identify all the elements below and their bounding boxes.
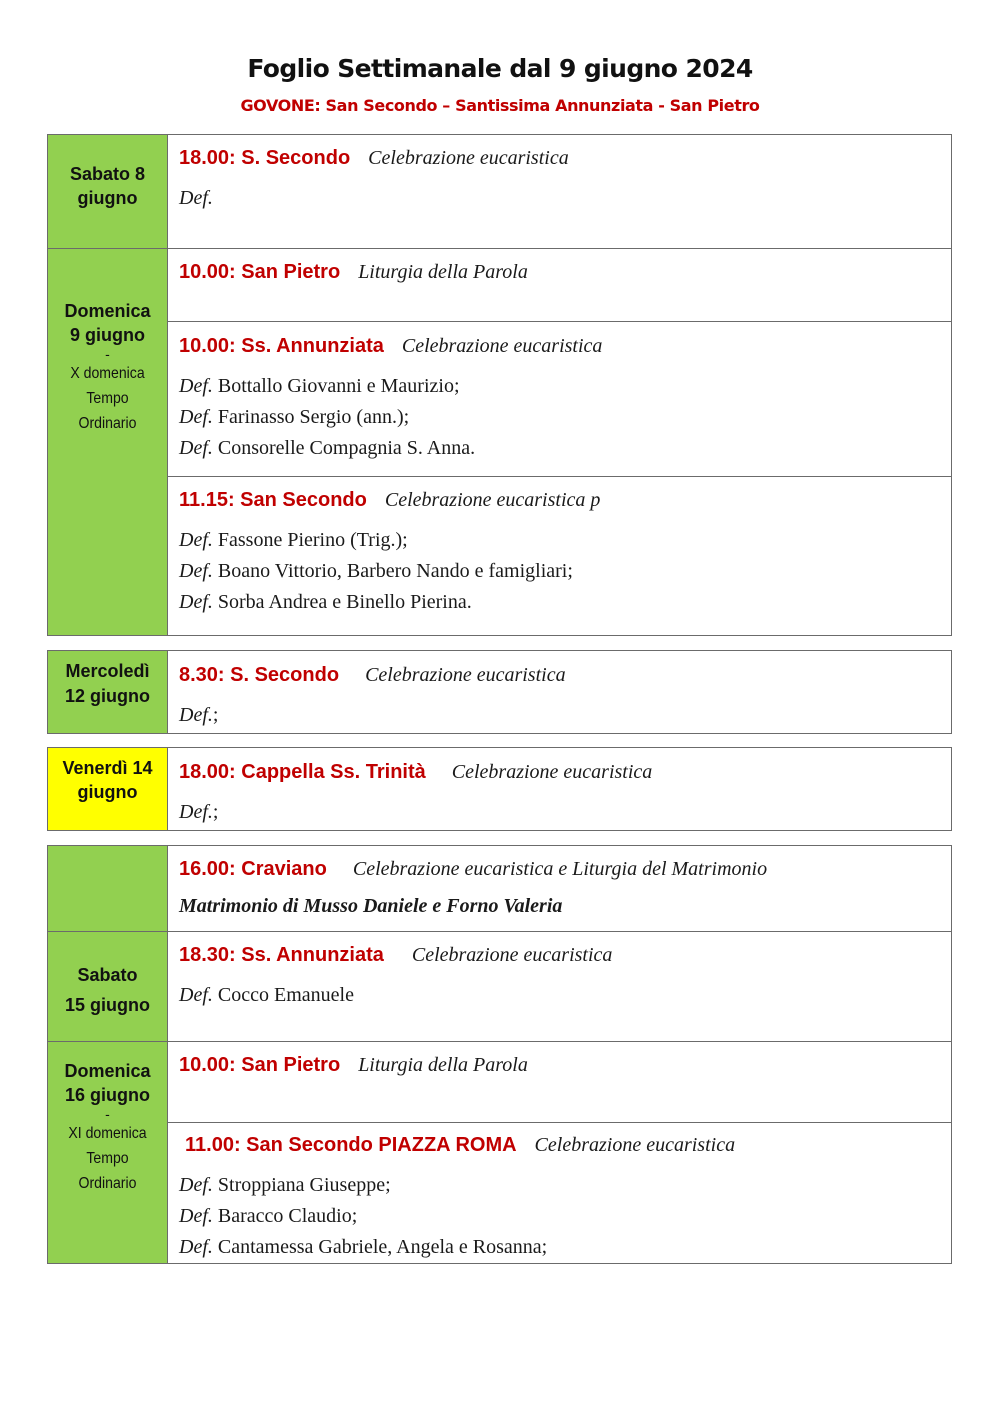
event-time-place: 11.15: San Secondo <box>179 489 367 511</box>
event-type: Celebrazione eucaristica e Liturgia del Matrimonio <box>352 858 768 880</box>
intention-line: Def. <box>179 187 213 209</box>
table-row <box>48 932 952 1042</box>
event-time-place: 11.00: San Secondo PIAZZA ROMA <box>185 1134 517 1156</box>
schedule-table-weekend-2 <box>47 845 952 1264</box>
liturgy-label: Tempo <box>86 1150 129 1167</box>
intention-line: Def. Bottallo Giovanni e Maurizio; <box>179 375 460 397</box>
day-cell-sabato-15 <box>48 932 168 1042</box>
event-time-place: 10.00: Ss. Annunziata <box>179 335 384 357</box>
intention-line: Def. Boano Vittorio, Barbero Nando e famigliari; <box>179 560 573 582</box>
event-type: Liturgia della Parola <box>358 1054 528 1076</box>
day-separator: - <box>105 345 110 362</box>
day-label: 12 giugno <box>65 686 150 706</box>
day-cell-venerdi-14 <box>48 748 168 831</box>
event-type: Celebrazione eucaristica <box>365 664 566 686</box>
schedule-table-weekend-1 <box>47 134 952 636</box>
intention-line: Def.; <box>179 801 219 823</box>
event-cell <box>168 932 952 1042</box>
table-row <box>48 1123 952 1264</box>
day-label: giugno <box>77 187 138 208</box>
intention-line: Def. Farinasso Sergio (ann.); <box>179 406 410 428</box>
page-title: Foglio Settimanale dal 9 giugno 2024 <box>247 54 753 83</box>
event-time-place: 18.00: S. Secondo <box>179 147 351 169</box>
town-name: GOVONE <box>240 96 315 115</box>
schedule-table-wednesday <box>47 650 952 734</box>
event-cell <box>168 846 952 932</box>
intention-line: Def. Cantamessa Gabriele, Angela e Rosanna; <box>179 1236 548 1258</box>
parish-subtitle <box>0 96 1000 115</box>
event-cell <box>168 322 952 477</box>
event-type: Celebrazione eucaristica <box>451 761 653 783</box>
table-row <box>48 748 952 831</box>
event-type: Celebrazione eucaristica <box>534 1134 736 1156</box>
day-label: 16 giugno <box>65 1085 150 1105</box>
day-label: Venerdì 14 <box>62 758 153 778</box>
event-cell <box>168 1042 952 1123</box>
event-time-place: 10.00: San Pietro <box>179 1054 341 1076</box>
day-cell-empty <box>48 846 168 932</box>
churches-list: : San Secondo – Santissima Annunziata - San Pietro <box>314 96 760 115</box>
day-cell-mercoledi-12 <box>48 651 168 734</box>
liturgy-label: Tempo <box>86 389 129 407</box>
event-cell <box>168 748 952 831</box>
schedule-table-friday <box>47 747 952 831</box>
intention-line: Def. Sorba Andrea e Binello Pierina. <box>179 591 472 613</box>
event-time-place: 10.00: San Pietro <box>179 261 341 283</box>
event-type: Liturgia della Parola <box>358 261 528 283</box>
day-cell-domenica-9 <box>48 249 168 636</box>
table-row <box>48 651 952 734</box>
table-row <box>48 322 952 477</box>
day-label: giugno <box>77 782 138 802</box>
event-time-place: 18.00: Cappella Ss. Trinità <box>179 761 426 783</box>
wedding-note: Matrimonio di Musso Daniele e Forno Valeria <box>179 895 563 917</box>
table-row <box>48 249 952 322</box>
event-type: Celebrazione eucaristica <box>411 944 613 966</box>
table-row <box>48 135 952 249</box>
event-cell <box>168 651 952 734</box>
table-row <box>48 846 952 932</box>
event-cell <box>168 249 952 322</box>
liturgy-label: X domenica <box>70 364 145 382</box>
liturgy-label: Ordinario <box>78 414 137 432</box>
table-row <box>48 1042 952 1123</box>
day-label: 15 giugno <box>65 994 150 1015</box>
day-cell-domenica-16 <box>48 1042 168 1264</box>
table-row <box>48 477 952 636</box>
event-time-place: 18.30: Ss. Annunziata <box>179 944 384 966</box>
event-cell <box>168 135 952 249</box>
event-type: Celebrazione eucaristica <box>401 335 603 357</box>
event-type: Celebrazione eucaristica <box>368 147 569 169</box>
intention-line: Def. Fassone Pierino (Trig.); <box>179 529 408 551</box>
intention-line: Def. Baracco Claudio; <box>179 1205 358 1227</box>
day-label: Sabato <box>77 964 138 985</box>
liturgy-label: XI domenica <box>68 1125 147 1142</box>
event-cell <box>168 477 952 636</box>
intention-line: Def. Consorelle Compagnia S. Anna. <box>179 437 476 459</box>
intention-line: Def.; <box>179 704 219 726</box>
event-time-place: 8.30: S. Secondo <box>179 664 340 686</box>
day-label: Sabato 8 <box>69 163 146 184</box>
liturgy-label: Ordinario <box>78 1175 137 1192</box>
event-cell <box>168 1123 952 1264</box>
event-type: Celebrazione eucaristica p <box>384 489 601 511</box>
day-label: Mercoledì <box>65 661 150 681</box>
day-label: Domenica <box>64 1061 151 1081</box>
intention-line: Def. Stroppiana Giuseppe; <box>179 1174 391 1196</box>
event-time-place: 16.00: Craviano <box>179 858 327 880</box>
day-cell-sabato-8 <box>48 135 168 249</box>
day-label: Domenica <box>64 300 151 321</box>
day-label: 9 giugno <box>70 324 145 345</box>
day-separator: - <box>105 1106 110 1122</box>
intention-line: Def. Cocco Emanuele <box>179 984 354 1006</box>
